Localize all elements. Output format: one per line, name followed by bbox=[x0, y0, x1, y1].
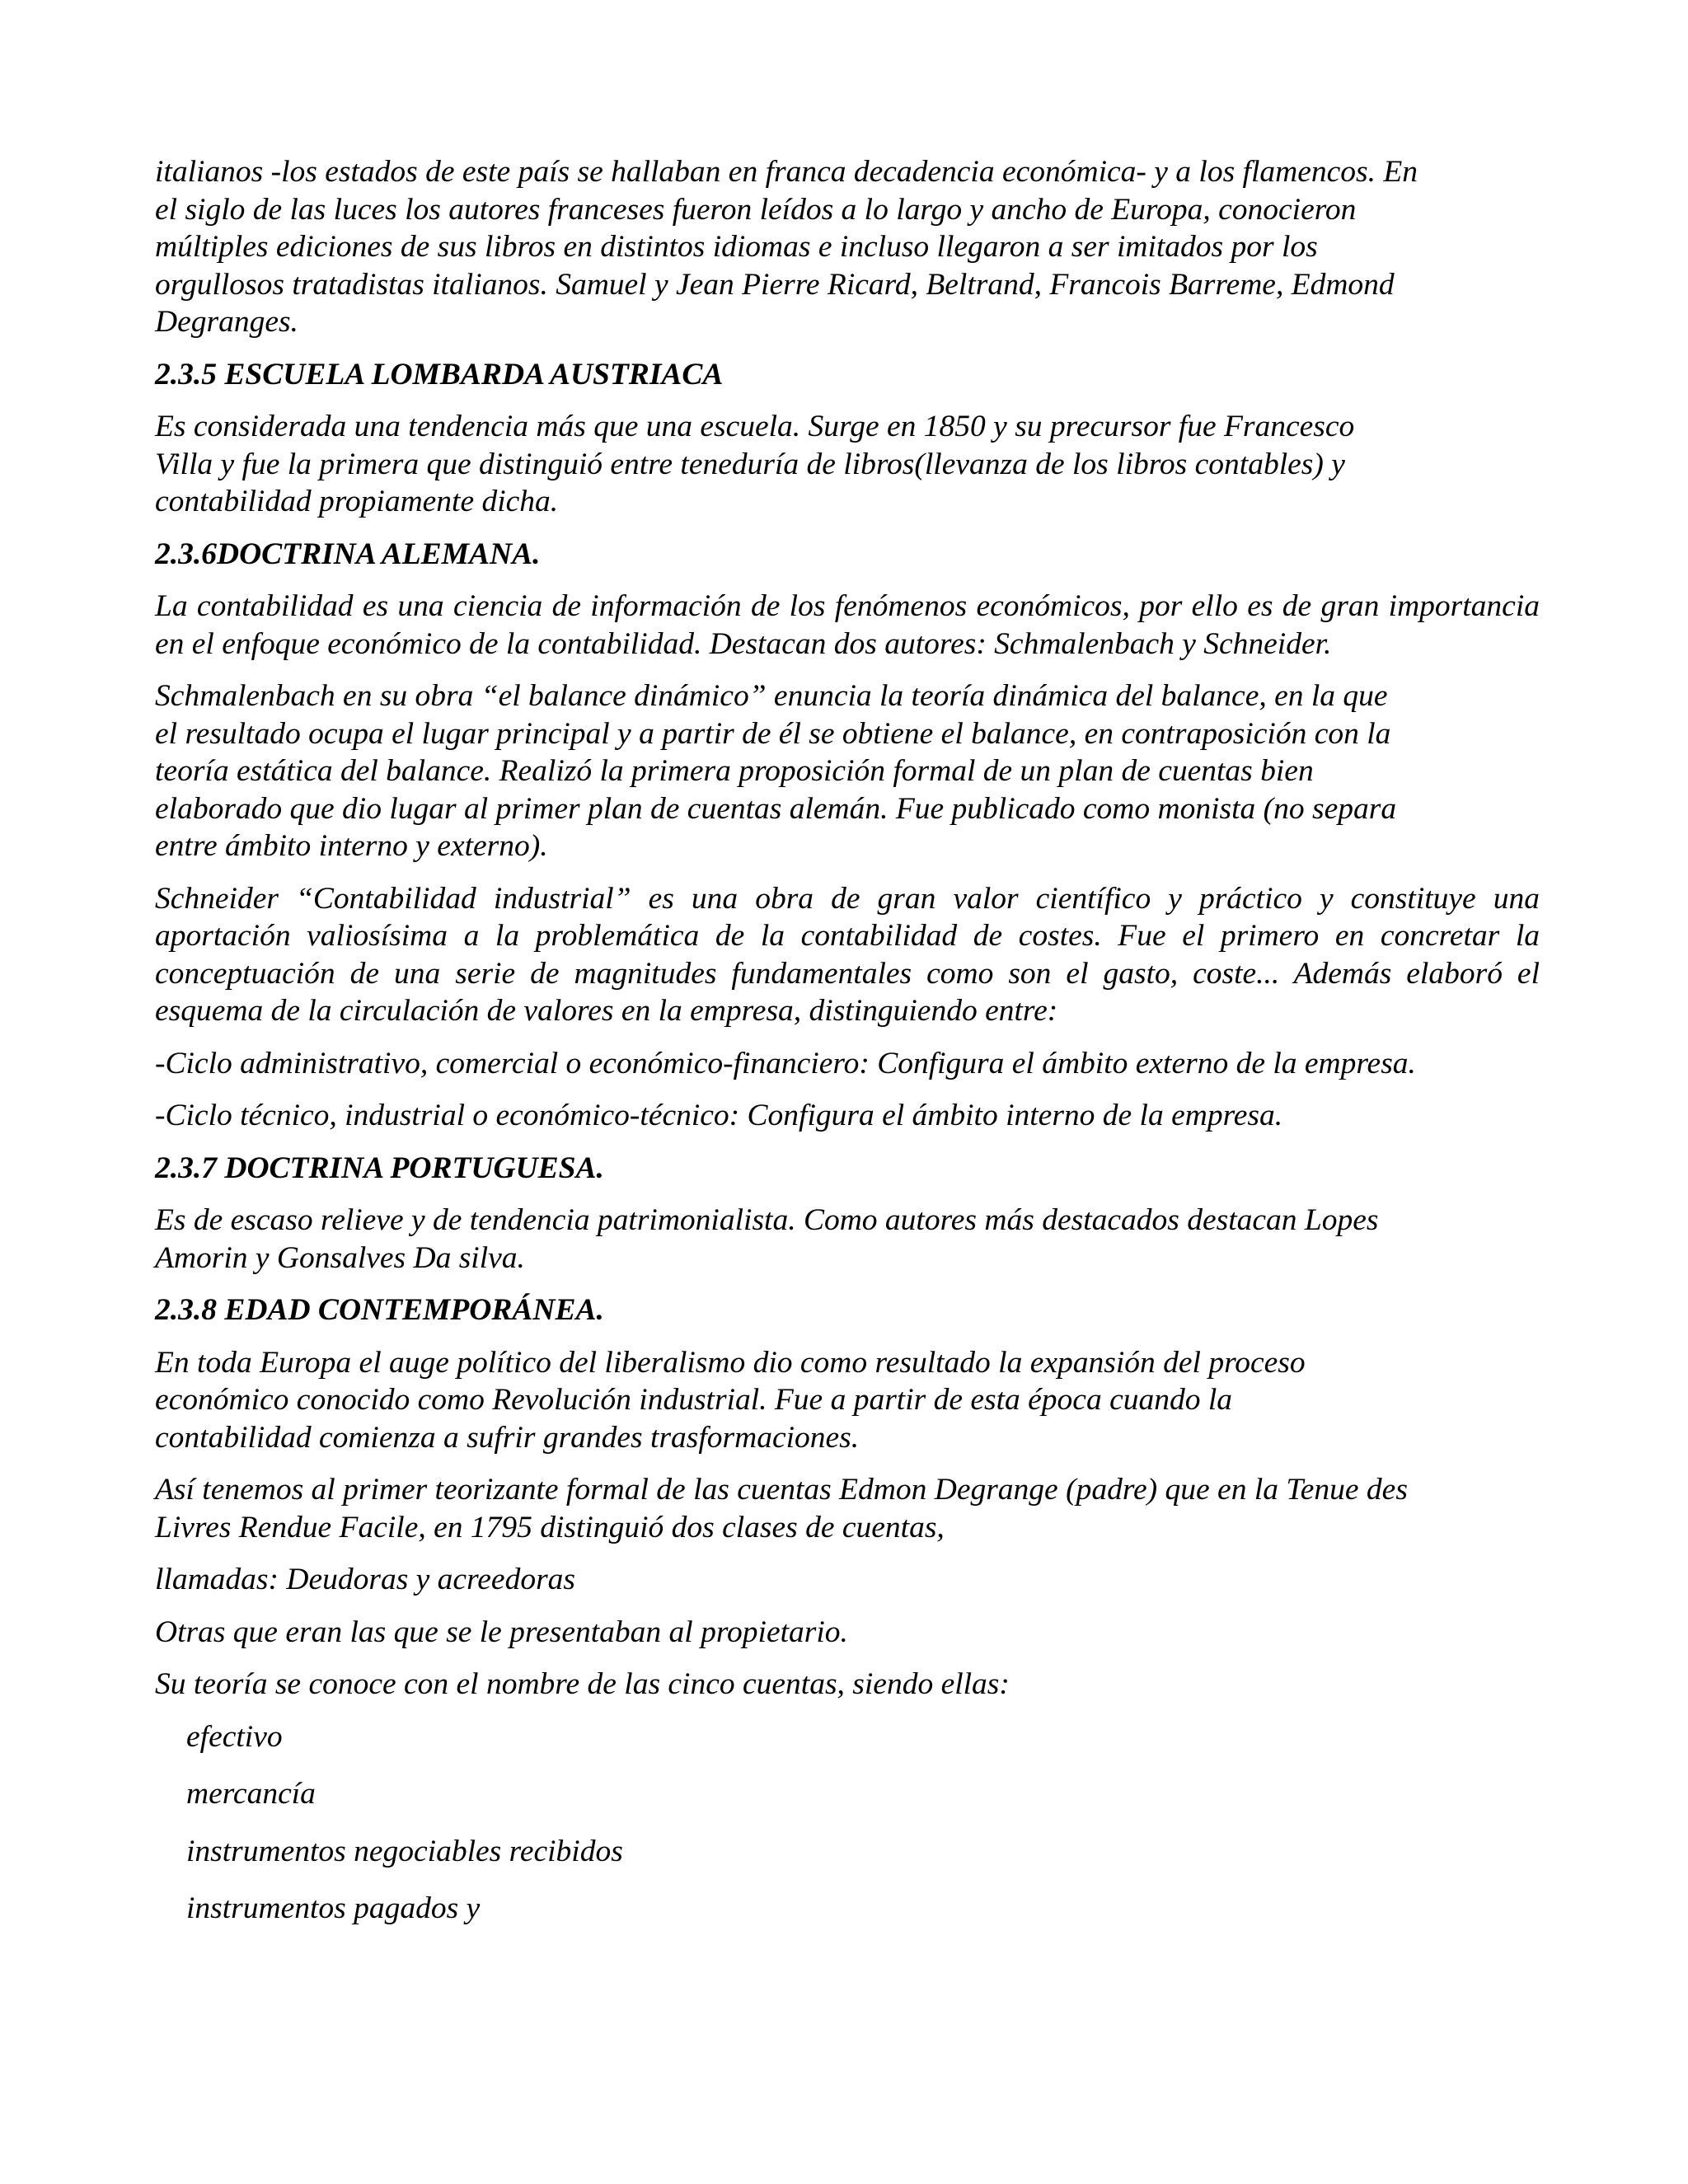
text-line: contabilidad comienza a sufrir grandes trasformaciones. bbox=[155, 1420, 860, 1455]
text-line: Es de escaso relieve y de tendencia patrimonialista. Como autores más destacados destacan Lopes bbox=[155, 1203, 1379, 1237]
text-line: el siglo de las luces los autores franceses fueron leídos a lo largo y ancho de Europa, conocieron bbox=[155, 192, 1357, 227]
text-line: entre ámbito interno y externo). bbox=[155, 829, 548, 863]
paragraph-degrange bbox=[155, 1471, 1540, 1546]
heading-doctrina-portuguesa: 2.3.7 DOCTRINA PORTUGUESA. bbox=[155, 1151, 604, 1185]
intro-paragraph bbox=[155, 153, 1540, 341]
text-line: contabilidad propiamente dicha. bbox=[155, 485, 559, 518]
text-line: orgullosos tratadistas italianos. Samuel y Jean Pierre Ricard, Beltrand, Francois Barreme, Edmond bbox=[155, 267, 1395, 302]
heading-edad-contemporanea: 2.3.8 EDAD CONTEMPORÁNEA. bbox=[155, 1293, 604, 1327]
list-item: efectivo bbox=[186, 1719, 283, 1754]
paragraph-escuela-lombarda bbox=[155, 408, 1540, 521]
text-line: Livres Rendue Facile, en 1795 distinguió dos clases de cuentas, bbox=[155, 1510, 945, 1544]
text-line: económico conocido como Revolución industrial. Fue a partir de esta época cuando la bbox=[155, 1383, 1233, 1417]
cuentas-list bbox=[155, 1718, 1540, 1928]
text-line: Villa y fue la primera que distinguió entre teneduría de libros(llevanza de los libros contables) y bbox=[155, 447, 1345, 481]
list-item: instrumentos negociables recibidos bbox=[186, 1834, 623, 1868]
text-line: Amorin y Gonsalves Da silva. bbox=[155, 1240, 525, 1275]
paragraph-contabilidad-ciencia: La contabilidad es una ciencia de información de los fenómenos económicos, por ello es de gran importancia en el enfoque económico de la contabilidad. Destacan dos autores: Schmalenbach y Schneider. bbox=[155, 589, 1540, 661]
text-line: Así tenemos al primer teorizante formal de las cuentas Edmon Degrange (padre) que en la Tenue des bbox=[155, 1473, 1408, 1507]
text-line: Schmalenbach en su obra “el balance dinámico” enuncia la teoría dinámica del balance, en la que bbox=[155, 679, 1388, 713]
paragraph-ciclo-tecnico: -Ciclo técnico, industrial o económico-técnico: Configura el ámbito interno de la empresa. bbox=[155, 1099, 1283, 1132]
paragraph-ciclo-administrativo: -Ciclo administrativo, comercial o económico-financiero: Configura el ámbito externo de la empresa. bbox=[155, 1046, 1416, 1080]
paragraph-deudoras: llamadas: Deudoras y acreedoras bbox=[155, 1563, 576, 1596]
text-line: elaborado que dio lugar al primer plan de cuentas alemán. Fue publicado como monista (no separa bbox=[155, 791, 1397, 826]
text-line: teoría estática del balance. Realizó la primera proposición formal de un plan de cuentas bien bbox=[155, 754, 1314, 788]
paragraph-schneider: Schneider “Contabilidad industrial” es una obra de gran valor científico y práctico y constituye una aportación valiosísima a la problemática de la contabilidad de costes. Fue el primero en concretar la conceptuación de una serie de magnitudes fundamentales como son el gasto, coste... Además elaboró el esquema de la circulación de valores en la empresa, distinguiendo entre: bbox=[155, 881, 1540, 1028]
text-line: italianos -los estados de este país se hallaban en franca decadencia económica- y a los flamencos. En bbox=[155, 155, 1418, 189]
list-item: instrumentos pagados y bbox=[186, 1891, 481, 1925]
text-line: En toda Europa el auge político del liberalismo dio como resultado la expansión del proceso bbox=[155, 1345, 1306, 1380]
document-page bbox=[155, 153, 1540, 1947]
text-line: el resultado ocupa el lugar principal y a partir de él se obtiene el balance, en contraposición con la bbox=[155, 716, 1391, 751]
paragraph-cinco-cuentas: Su teoría se conoce con el nombre de las cinco cuentas, siendo ellas: bbox=[155, 1667, 1010, 1701]
paragraph-schmalenbach bbox=[155, 677, 1540, 865]
text-line: múltiples ediciones de sus libros en distintos idiomas e incluso llegaron a ser imitados por los bbox=[155, 230, 1318, 264]
heading-doctrina-alemana: 2.3.6DOCTRINA ALEMANA. bbox=[155, 537, 541, 571]
text-line: Es considerada una tendencia más que una escuela. Surge en 1850 y su precursor fue Francesco bbox=[155, 410, 1355, 443]
paragraph-doctrina-portuguesa bbox=[155, 1202, 1540, 1277]
paragraph-liberalismo bbox=[155, 1344, 1540, 1457]
list-item: mercancía bbox=[186, 1777, 316, 1811]
heading-escuela-lombarda: 2.3.5 ESCUELA LOMBARDA AUSTRIACA bbox=[155, 357, 724, 391]
paragraph-otras: Otras que eran las que se le presentaban al propietario. bbox=[155, 1615, 848, 1649]
text-line: Degranges. bbox=[155, 305, 298, 339]
